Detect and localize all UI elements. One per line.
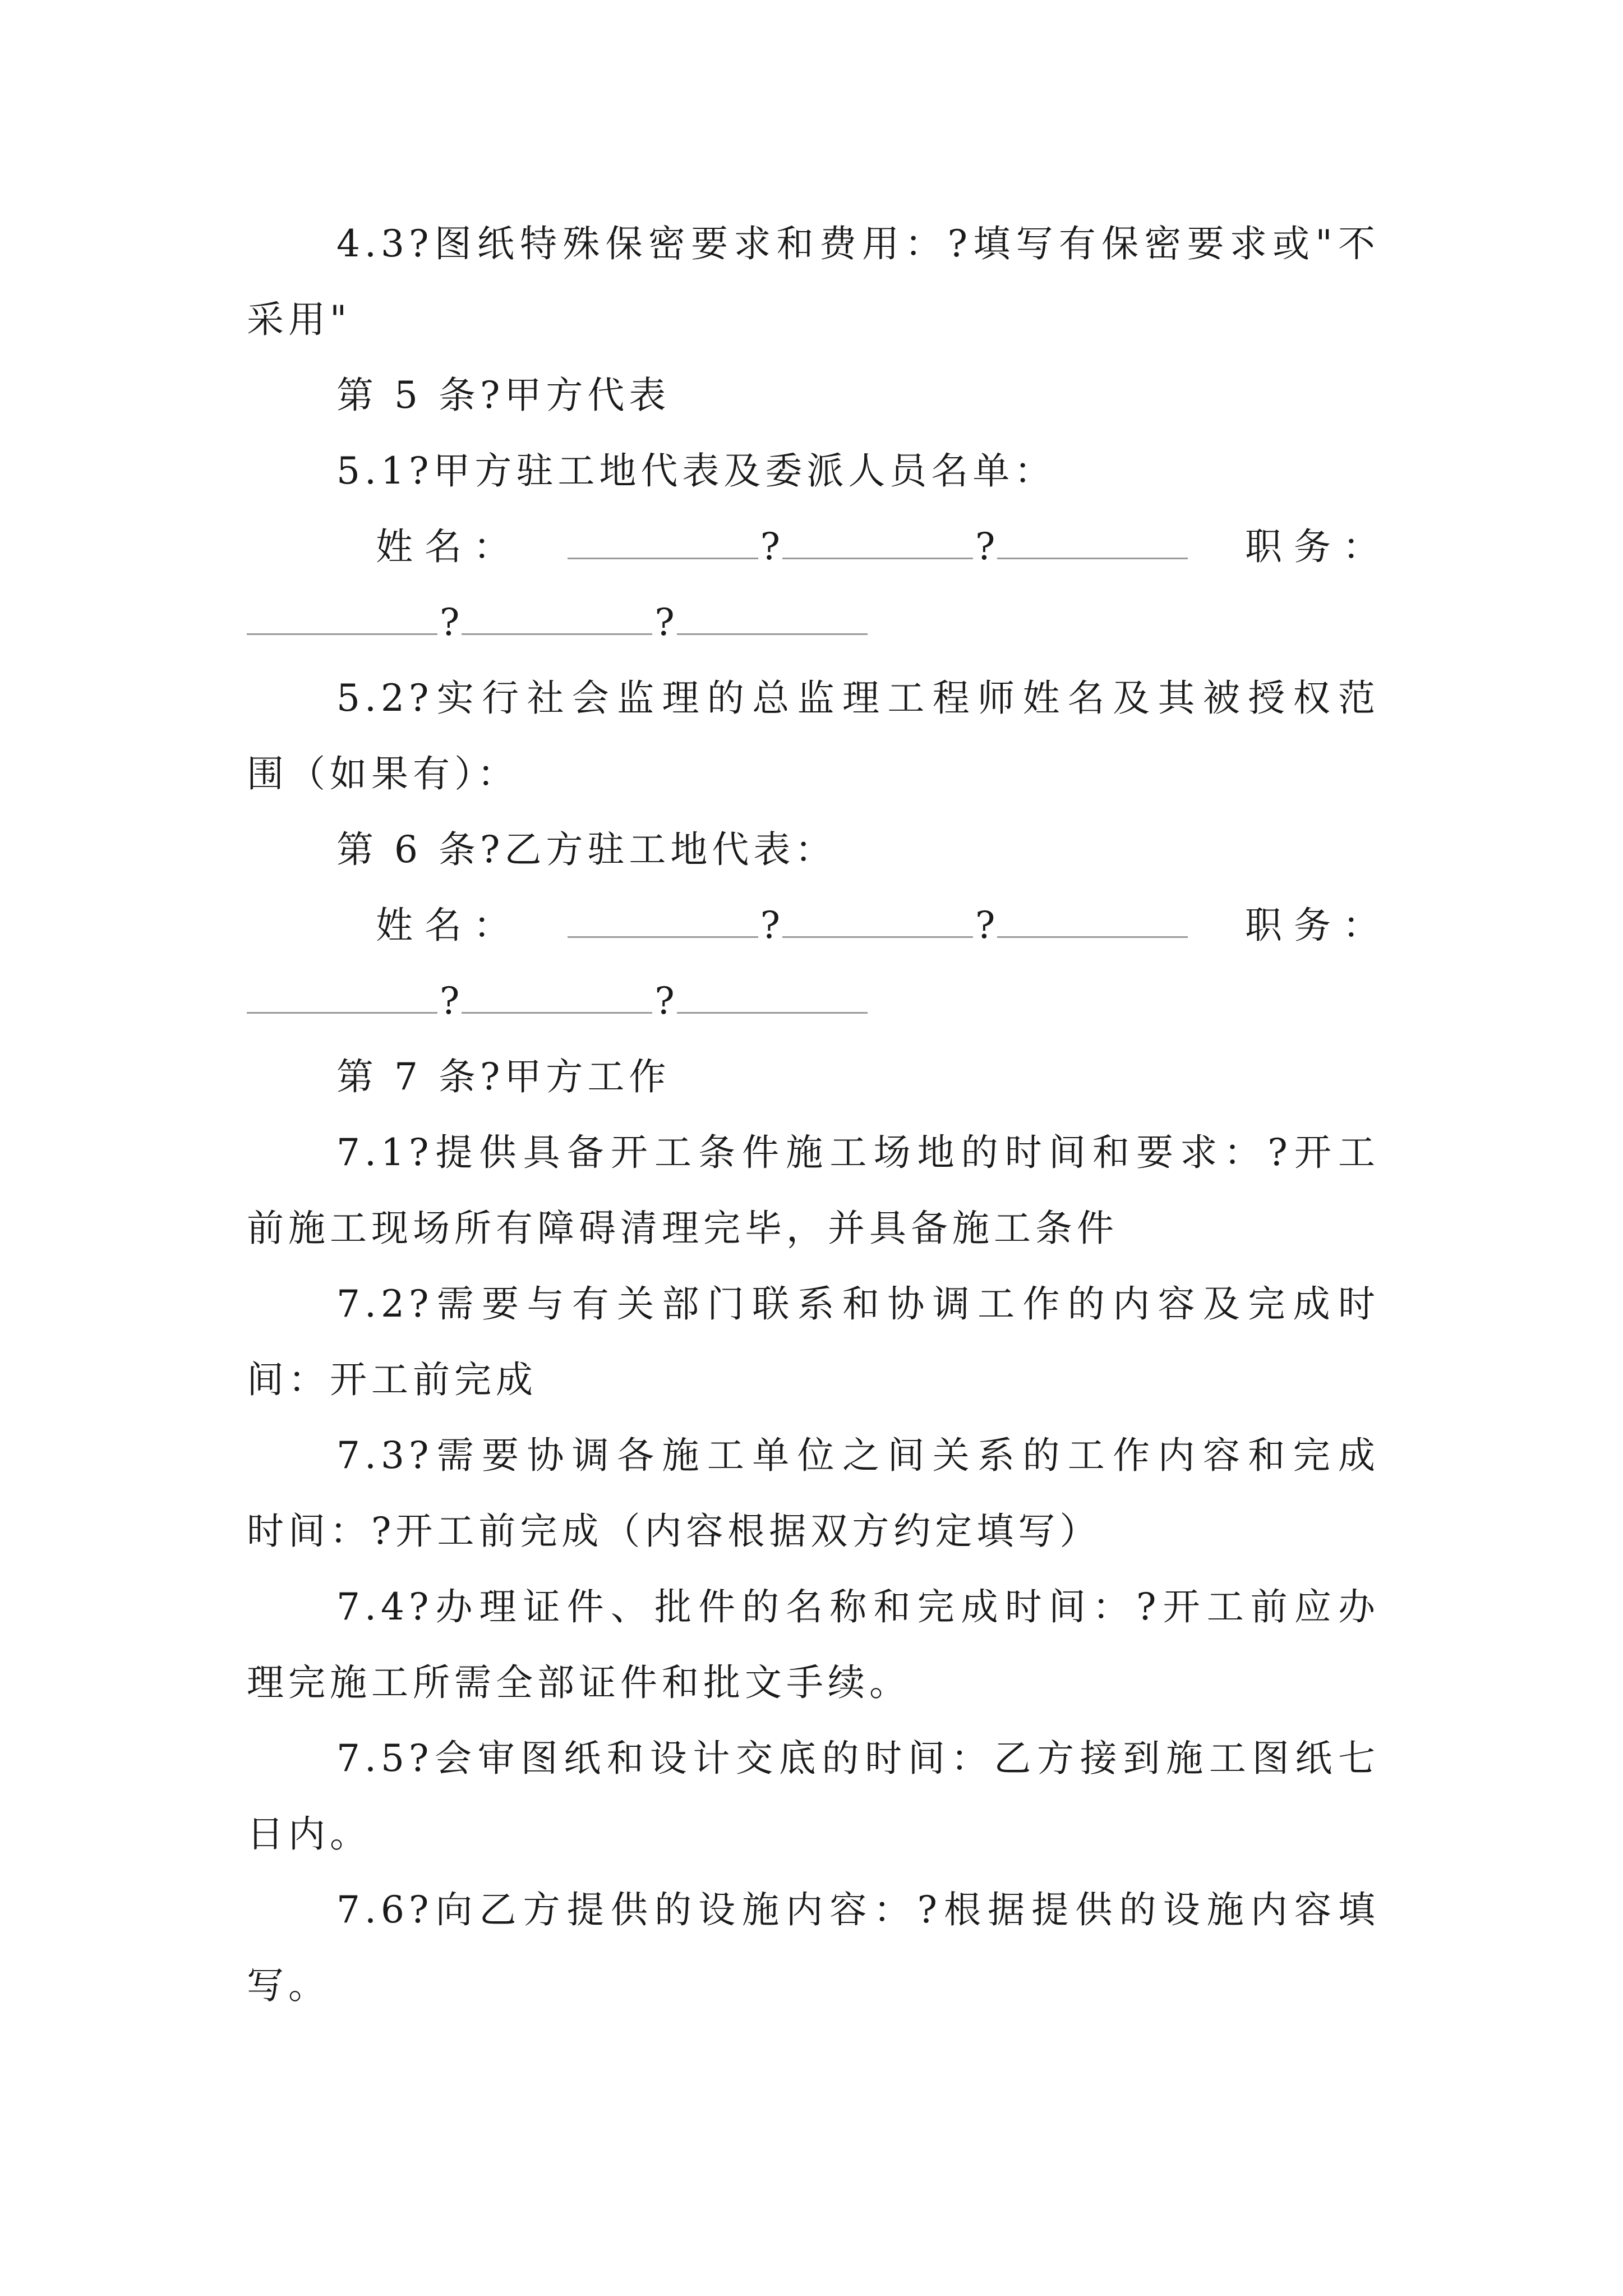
clause-5-2-line-1: 5.2?实行社会监理的总监理工程师姓名及其被授权范 <box>336 677 1380 720</box>
name-blanks: ? ? <box>568 524 1188 569</box>
clause-7-3-line-1: 7.3?需要协调各施工单位之间关系的工作内容和完成 <box>336 1434 1380 1477</box>
clause-7-6-line-2: 写。 <box>247 1964 330 2007</box>
name-label: 姓 名 ： <box>376 525 510 568</box>
duty-blank-2[interactable] <box>462 979 652 1014</box>
clause-7-5-line-1: 7.5?会审图纸和设计交底的时间：乙方接到施工图纸七 <box>336 1737 1380 1780</box>
clause-7-6-line-1: 7.6?向乙方提供的设施内容：?根据提供的设施内容填 <box>336 1888 1380 1931</box>
article-5-heading: 第 5 条?甲方代表 <box>336 374 671 417</box>
party-b-rep-name-row <box>376 903 1380 948</box>
clause-7-4-line-2: 理完施工所需全部证件和批文手续。 <box>247 1661 911 1704</box>
party-b-rep-duty-row: ? ? <box>247 979 868 1024</box>
clause-7-1-line-1: 7.1?提供具备开工条件施工场地的时间和要求：?开工 <box>336 1131 1380 1174</box>
clause-4-3-line-2: 采用" <box>247 298 352 341</box>
clause-7-2-line-2: 间：开工前完成 <box>247 1358 537 1401</box>
name-blanks: ? ? <box>568 903 1188 948</box>
name-blank-2[interactable] <box>782 525 973 559</box>
name-blank-3[interactable] <box>997 525 1188 559</box>
clause-5-2-line-2: 围（如果有）： <box>247 752 519 795</box>
clause-4-3-line-1: 4.3?图纸特殊保密要求和费用：?填写有保密要求或"不 <box>336 222 1380 265</box>
article-7-heading: 第 7 条?甲方工作 <box>336 1055 671 1098</box>
name-blank-2[interactable] <box>782 904 973 938</box>
name-blank-1[interactable] <box>568 525 758 559</box>
party-a-rep-name-row <box>376 524 1380 569</box>
name-blank-3[interactable] <box>997 904 1188 938</box>
name-label: 姓 名 ： <box>376 904 510 947</box>
clause-7-5-line-2: 日内。 <box>247 1812 371 1856</box>
duty-blank-2[interactable] <box>462 601 652 635</box>
name-blank-1[interactable] <box>568 904 758 938</box>
duty-blank-1[interactable] <box>247 979 437 1014</box>
duty-blank-3[interactable] <box>677 601 868 635</box>
clause-7-4-line-1: 7.4?办理证件、批件的名称和完成时间：?开工前应办 <box>336 1585 1380 1628</box>
duty-blank-3[interactable] <box>677 979 868 1014</box>
duty-label: 职 务 ： <box>1245 904 1380 947</box>
clause-7-2-line-1: 7.2?需要与有关部门联系和协调工作的内容及完成时 <box>336 1282 1380 1326</box>
clause-7-3-line-2: 时间：?开工前完成（内容根据双方约定填写） <box>247 1510 1101 1553</box>
clause-7-1-line-2: 前施工现场所有障碍清理完毕，并具备施工条件 <box>247 1207 1118 1250</box>
article-6-heading: 第 6 条?乙方驻工地代表： <box>336 828 837 871</box>
clause-5-1: 5.1?甲方驻工地代表及委派人员名单： <box>336 449 1056 493</box>
duty-label: 职 务 ： <box>1245 525 1380 568</box>
duty-blank-1[interactable] <box>247 601 437 635</box>
party-a-rep-duty-row: ? ? <box>247 600 868 645</box>
